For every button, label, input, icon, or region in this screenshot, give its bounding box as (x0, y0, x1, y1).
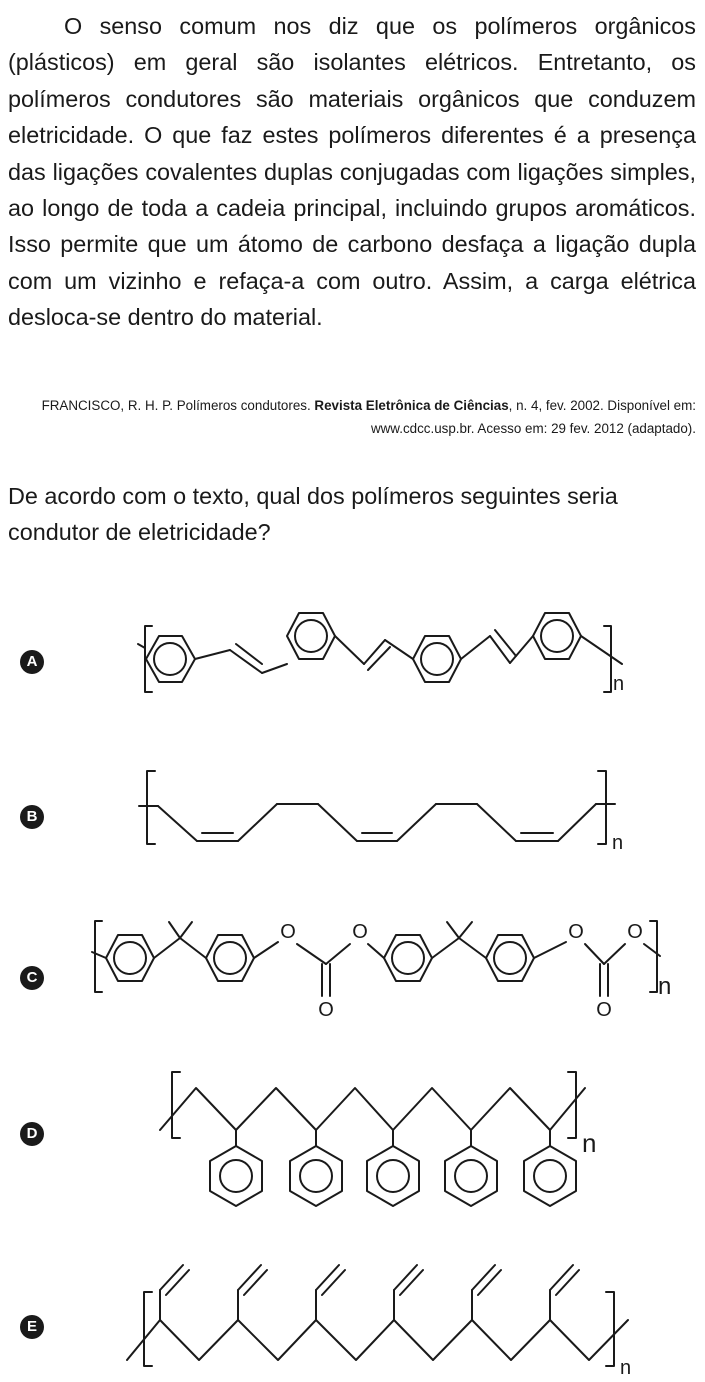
oxygen-label: O (280, 921, 296, 943)
option-e-subscript: n (620, 1357, 632, 1379)
question-text: De acordo com o texto, qual dos polímeros seguintes seria condutor de eletricidade? (8, 483, 618, 546)
option-e[interactable] (0, 1220, 705, 1379)
structure-b (0, 745, 705, 895)
option-c[interactable] (0, 900, 705, 1050)
passage-text: O senso comum nos diz que os polímeros orgânicos (plásticos) em geral são isolantes elétricos. Entretanto, os polímeros condutores são materiais orgânicos que conduzem eletricidade. O que faz estes polímeros diferentes é a presença das ligações covalentes duplas conjugadas com ligações simples, ao longo de toda a cadeia principal, incluindo grupos aromáticos. Isso permite que um átomo de carbono desfaça a ligação dupla com um vizinho e refaça-a com outro. Assim, a carga elétrica desloca-se dentro do material. (8, 13, 696, 331)
citation-details: , n. 4, fev. 2002. Disponível em: www.cdcc.usp.br. Acesso em: 29 fev. 2012 (adaptado). (370, 398, 696, 436)
option-d[interactable] (0, 1060, 705, 1210)
oxygen-label: O (596, 999, 612, 1021)
oxygen-label: O (352, 921, 368, 943)
option-c-subscript: n (658, 973, 672, 1000)
option-d-subscript: n (582, 1128, 597, 1158)
citation (8, 395, 696, 440)
option-a[interactable] (0, 590, 705, 740)
option-b-subscript: n (612, 832, 624, 854)
option-a-subscript: n (613, 673, 625, 695)
oxygen-label: O (568, 921, 584, 943)
structure-c (0, 900, 705, 1050)
option-b[interactable] (0, 745, 705, 895)
option-c-badge: C (20, 966, 44, 990)
option-e-badge: E (20, 1315, 44, 1339)
citation-text: FRANCISCO, R. H. P. Polímeros condutores. (41, 398, 315, 413)
oxygen-label: O (318, 999, 334, 1021)
oxygen-label: O (627, 921, 643, 943)
option-a-badge: A (20, 650, 44, 674)
structure-a (0, 590, 705, 740)
structure-d (0, 1060, 705, 1210)
option-b-badge: B (20, 805, 44, 829)
structure-e (0, 1220, 705, 1380)
citation-journal: Revista Eletrônica de Ciências (314, 398, 509, 413)
option-d-badge: D (20, 1122, 44, 1146)
